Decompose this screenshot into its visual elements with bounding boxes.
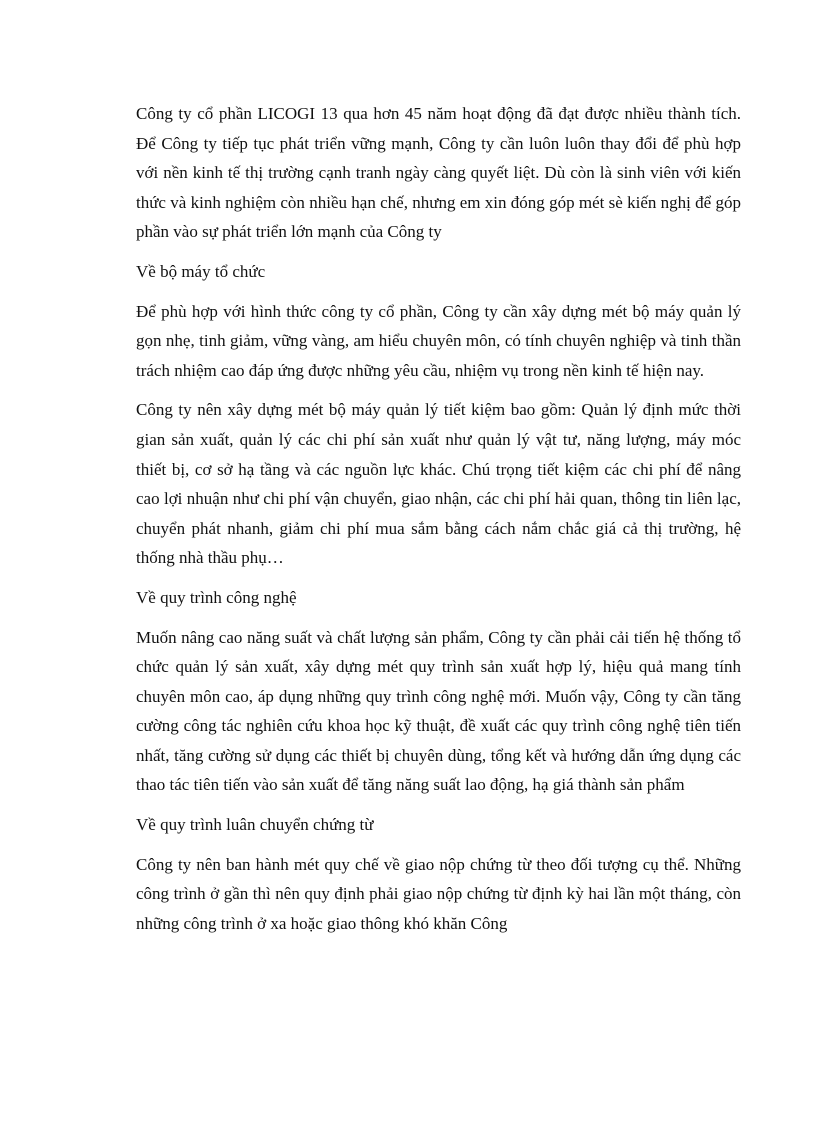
section-heading-organization: Về bộ máy tổ chức bbox=[136, 261, 266, 281]
organization-paragraph-2: Công ty nên xây dựng mét bộ máy quản lý tiết kiệm bao gồm: Quản lý định mức thời gian sản xuất, quản lý các chi phí sản xuất như quản lý vật tư, năng lượng, máy móc thiết bị, cơ sở hạ tầng và các nguồn lực khác. Chú trọng tiết kiệm các chi phí để nâng cao lợi nhuận như chi phí vận chuyển, giao nhận, các chi phí hải quan, thông tin liên lạc, chuyển phát nhanh, giảm chi phí mua sắm bằng cách nắm chắc giá cả thị trường, hệ thống nhà thầu phụ… bbox=[136, 400, 741, 568]
organization-paragraph-1: Để phù hợp với hình thức công ty cổ phần, Công ty cần xây dựng mét bộ máy quản lý gọn nhẹ, tinh giảm, vững vàng, am hiểu chuyên môn, có tính chuyên nghiệp và tinh thần trách nhiệm cao đáp ứng được những yêu cầu, nhiệm vụ trong nền kinh tế hiện nay. bbox=[136, 301, 741, 380]
section-heading-documents: Về quy trình luân chuyển chứng từ bbox=[136, 815, 374, 835]
technology-paragraph: Muốn nâng cao năng suất và chất lượng sản phẩm, Công ty cần phải cải tiến hệ thống tổ chức quản lý sản xuất, xây dựng mét quy trình sản xuất hợp lý, hiệu quả mang tính chuyên môn cao, áp dụng những quy trình công nghệ mới. Muốn vậy, Công ty cần tăng cường công tác nghiên cứu khoa học kỹ thuật, đề xuất các quy trình công nghệ tiên tiến nhất, tăng cường sử dụng các thiết bị chuyên dùng, tổng kết và hướng dẫn ứng dụng các thao tác tiên tiến vào sản xuất để tăng năng suất lao động, hạ giá thành sản phẩm bbox=[136, 627, 741, 795]
documents-paragraph: Công ty nên ban hành mét quy chế về giao nộp chứng từ theo đối tượng cụ thể. Những công trình ở gần thì nên quy định phải giao nộp chứng từ định kỳ hai lần một tháng, còn những công trình ở xa hoặc giao thông khó khăn Công bbox=[136, 854, 741, 933]
section-heading-technology: Về quy trình công nghệ bbox=[136, 587, 297, 607]
document-page bbox=[136, 99, 741, 948]
intro-paragraph: Công ty cổ phần LICOGI 13 qua hơn 45 năm hoạt động đã đạt được nhiều thành tích. Để Công ty tiếp tục phát triển vững mạnh, Công ty cần luôn luôn thay đổi để phù hợp với nền kinh tế thị trường cạnh tranh ngày càng quyết liệt. Dù còn là sinh viên với kiến thức và kinh nghiệm còn nhiều hạn chế, nhưng em xin đóng góp mét sè kiến nghị để góp phần vào sự phát triển lớn mạnh của Công ty bbox=[136, 104, 741, 242]
